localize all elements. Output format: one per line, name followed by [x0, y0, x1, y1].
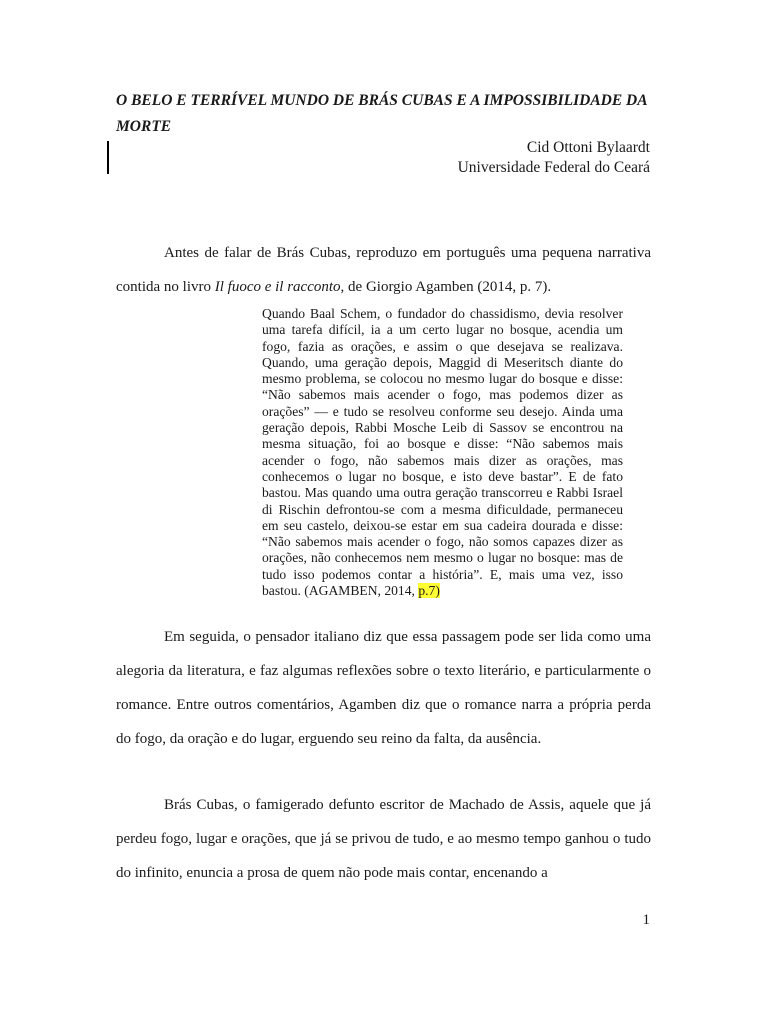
- body-paragraph-2: [116, 620, 651, 756]
- page-number: 1: [642, 912, 650, 928]
- author-name: Cid Ottoni Bylaardt: [526, 139, 650, 156]
- body-paragraph-3: [116, 788, 651, 890]
- intro-paragraph: [116, 236, 651, 304]
- text-cursor: [107, 141, 109, 174]
- author-block: [458, 138, 650, 178]
- paragraph-2-text: Em seguida, o pensador italiano diz que essa passagem pode ser lida como uma alegoria da literatura, e faz algumas reflexões sobre o texto literário, e particularmente o romance. Entre outros comentários, Agamben diz que o romance narra a própria perda do fogo, da oração e do lugar, erguendo seu reino da falta, da ausência.: [116, 629, 651, 747]
- quote-text: Quando Baal Schem, o fundador do chassidismo, devia resolver uma tarefa difícil, ia a um certo lugar no bosque, acendia um fogo, fazia as orações, e assim o que desejava se realizava. Quando, uma geração depois, Maggid di Meseritsch diante do mesmo problema, se colocou no mesmo lugar do bosque e disse: “Não sabemos mais acender o fogo, mas podemos dizer as orações” — e tudo se resolveu conforme seu desejo. Ainda uma geração depois, Rabbi Mosche Leib di Sassov se encontrou na mesma situação, foi ao bosque e disse: “Não sabemos mais acender o fogo, não sabemos mais dizer as orações, mas conhecemos o lugar no bosque, e isto deve bastar”. E de fato bastou. Mas quando uma outra geração transcorreu e Rabbi Israel di Rischin defrontou-se com a mesma dificuldade, permaneceu em seu castelo, deixou-se estar em sua cadeira dourada e disse: “Não sabemos mais acender o fogo, não somos capazes dizer as orações, não conhecemos nem mesmo o lugar no bosque: mas de tudo isso podemos contar a história”. E, mais uma vez, isso bastou. (AGAMBEN, 2014,: [262, 306, 623, 599]
- document-title: O BELO E TERRÍVEL MUNDO DE BRÁS CUBAS E A IMPOSSIBILIDADE DA MORTE: [116, 92, 647, 135]
- paragraph-3-text: Brás Cubas, o famigerado defunto escritor de Machado de Assis, aquele que já perdeu fogo, lugar e orações, que já se privou de tudo, e ao mesmo tempo ganhou o tudo do infinito, enuncia a prosa de quem não pode mais contar, encenando a: [116, 797, 651, 881]
- intro-text: Antes de falar de Brás Cubas, reproduzo em português uma pequena narrativa contida no livro: [116, 245, 651, 295]
- author-affiliation: Universidade Federal do Ceará: [457, 159, 650, 176]
- book-title: Il fuoco e il racconto: [214, 279, 341, 295]
- intro-citation: , de Giorgio Agamben (2014, p. 7).: [340, 279, 552, 295]
- highlighted-citation: p.7): [418, 583, 440, 599]
- block-quote: [262, 306, 623, 599]
